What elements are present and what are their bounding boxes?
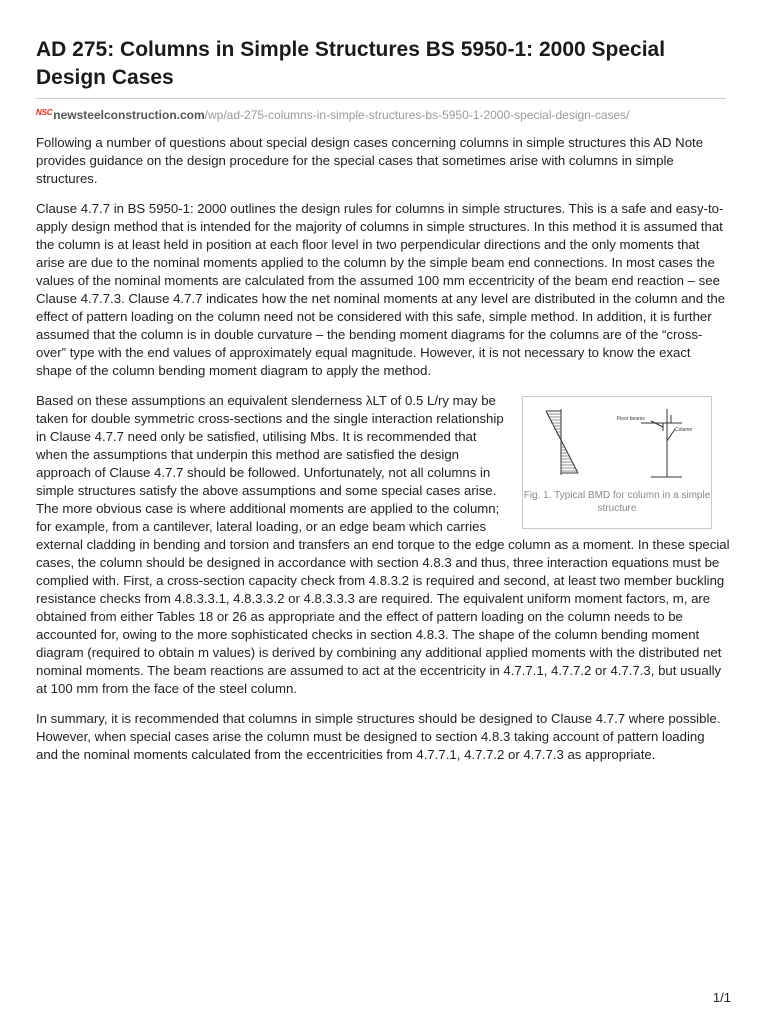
paragraph-summary: In summary, it is recommended that columns in simple structures should be designed to Clause 4.7.7 where possible. However, when special cases arise the column must be designed to section 4.8.3 taking account of pattern loading and the nominal moments calculated from the eccentricities from 4.7.7.1, 4.7.7.2 or 4.7.7.3 as appropriate. — [36, 711, 721, 762]
figure-typical-bmd — [522, 396, 712, 529]
bmd-diagram — [539, 407, 699, 487]
source-line — [36, 105, 630, 123]
page-number: 1/1 — [712, 990, 731, 1005]
figure-caption: Fig. 1. Typical BMD for column in a simple structure — [523, 490, 711, 514]
paragraph-assumptions: Based on these assumptions an equivalent slenderness λLT of 0.5 L/ry may be taken for double symmetric cross-sections and the single interaction relationship in Clause 4.7.7 need only be satisfied, utilising Mbs. It is recommended that when the assumptions that underpin this method are satisfied the design approach of Clause 4.7.7 should be followed. Unfortunately, not all columns in simple structures satisfy the above assumptions and some special cases arise. The more obvious case is where additional moments are applied to the column; for example, from a cantilever, lateral loading, or an edge beam which carries external cladding in bending and torsion and transfers an end torque to the edge column as a moment. In these special cases, the column should be designed in accordance with section 4.8.3 and thus, three interaction equations must be complied with. First, a cross-section capacity check from 4.8.3.2 is required and second, at least two member buckling resistance checks from 4.8.3.3.1, 4.8.3.3.2 or 4.8.3.3.3 are required. The equivalent uniform moment factors, m, are obtained from either Tables 18 or 26 as appropriate and the effect of pattern loading on the column needs to be accounted for, owing to the more sophisticated checks in section 4.8.3. The shape of the column bending moment diagram (required to obtain m values) is derived by combining any additional applied moments with the distributed net nominal moments. The beam reactions are assumed to act at the eccentricity in 4.7.7.1, 4.7.7.2 or 4.7.7.3, but usually at 100 mm from the face of the steel column. — [36, 393, 730, 696]
source-link[interactable] — [53, 108, 629, 122]
paragraph-intro: Following a number of questions about special design cases concerning columns in simple structures this AD Note provides guidance on the design procedure for the special cases that sometimes arise with columns in simple structures. — [36, 135, 704, 186]
source-path: /wp/ad-275-columns-in-simple-structures-bs-5950-1-2000-special-design-cases/ — [204, 108, 630, 122]
article-body — [36, 134, 730, 776]
floor-beams-label: Floor beams — [617, 416, 645, 422]
page — [36, 0, 726, 92]
title-divider — [36, 98, 726, 99]
column-label: Column — [675, 427, 693, 433]
source-domain: newsteelconstruction.com — [53, 108, 205, 122]
page-title: AD 275: Columns in Simple Structures BS 5950-1: 2000 Special Design Cases — [36, 38, 666, 89]
nsc-logo: NSC — [36, 108, 53, 117]
paragraph-clause-477: Clause 4.7.7 in BS 5950-1: 2000 outlines the design rules for columns in simple structures. This is a safe and easy-to-apply design method that is intended for the majority of columns in simple structures. In this method it is assumed that the column is at least held in position at each floor level in two perpendicular directions and the only moments that arise are due to the nominal moments applied to the column by the simple beam end connections. In most cases the values of the nominal moments are calculated from the assumed 100 mm eccentricity of the beam end reaction – see Clause 4.7.7.3. Clause 4.7.7 indicates how the net nominal moments at any level are distributed in the column and the effect of pattern loading on the column need not be considered with this safe, simple method. In addition, it is further assumed that the column is in double curvature – the bending moment diagrams for the columns are of the “cross-over” type with the end values of approximately equal magnitude. However, it is not necessary to know the exact shape of the column bending moment diagram to apply the method. — [36, 201, 726, 378]
